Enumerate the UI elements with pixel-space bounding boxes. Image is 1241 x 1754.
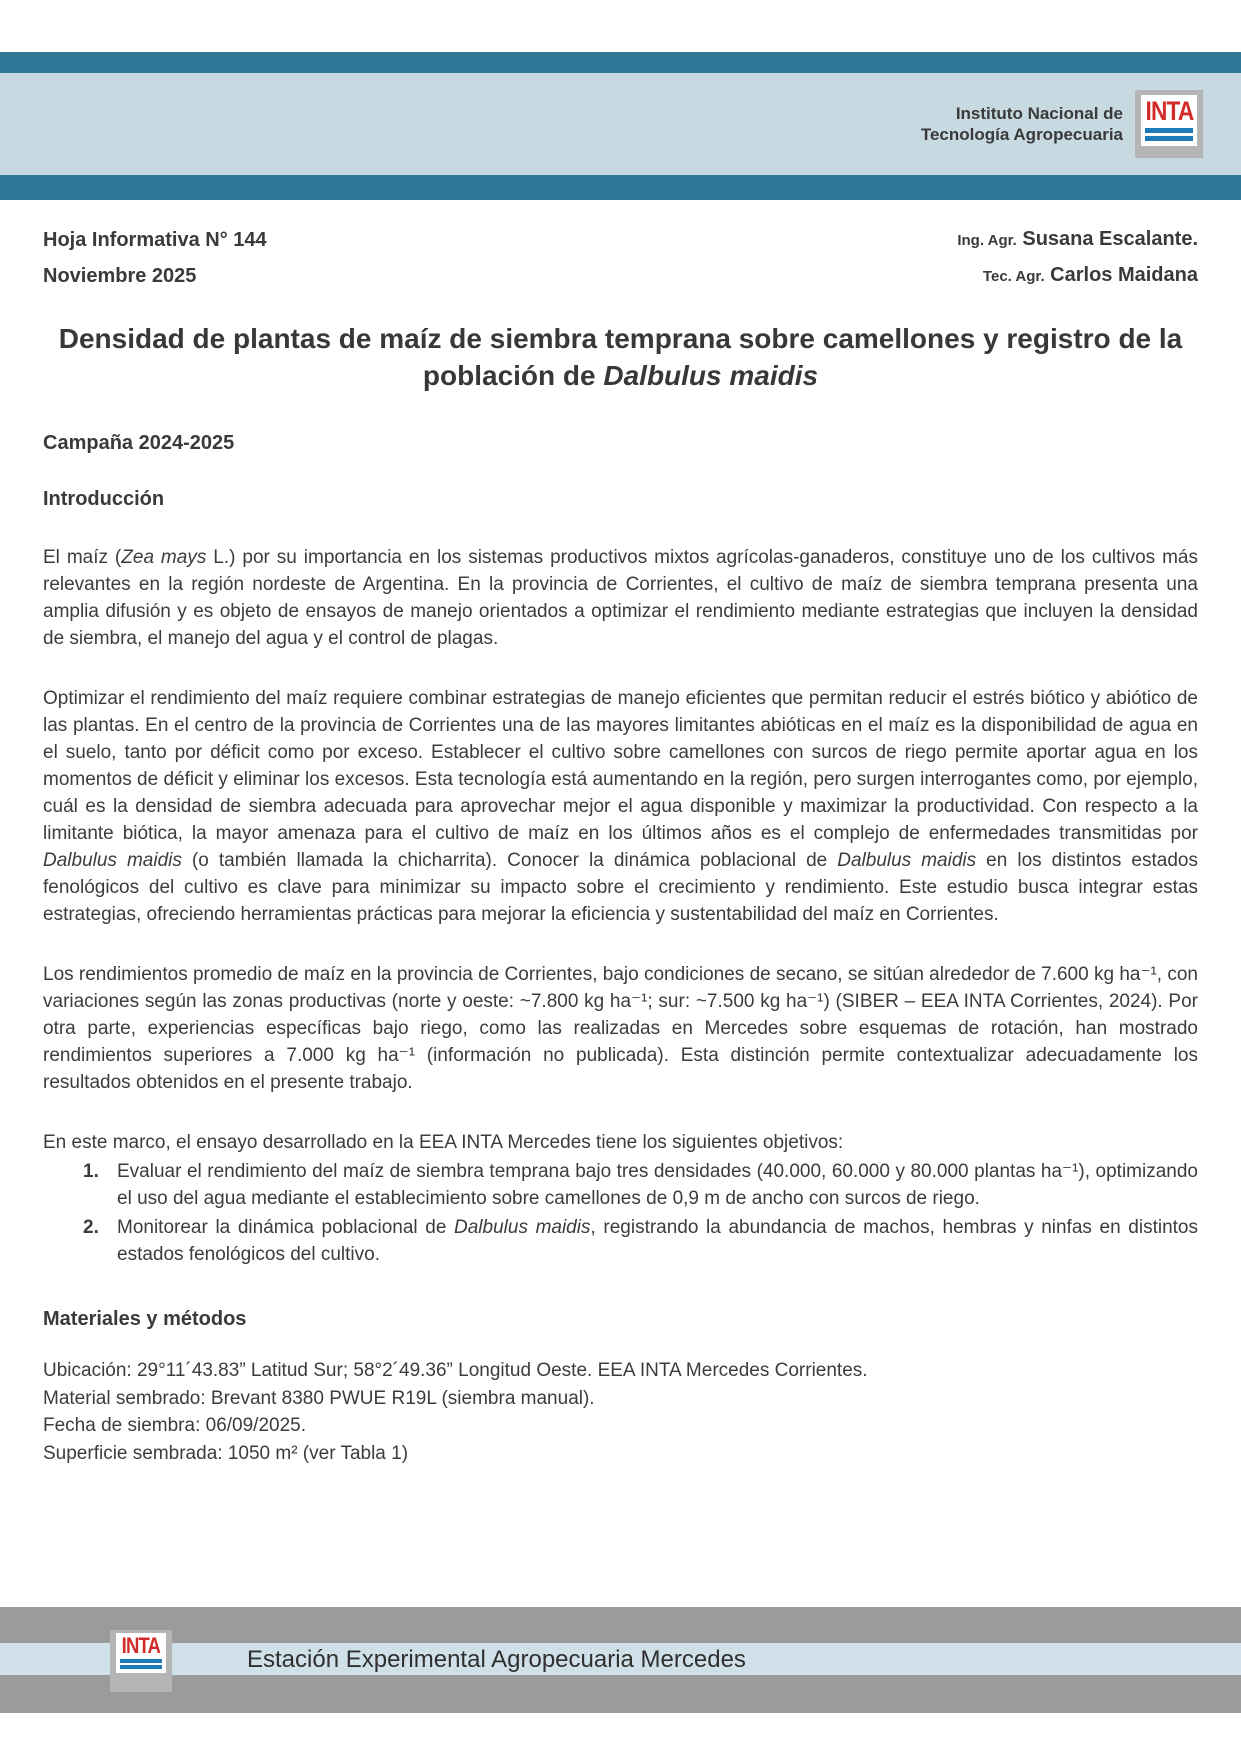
- paragraph-3: Los rendimientos promedio de maíz en la provincia de Corrientes, bajo condiciones de secano, se sitúan alrededor de 7.600 kg ha⁻¹, con variaciones según las zonas productivas (norte y oeste: ~7.800 kg ha⁻¹; sur: ~7.500 kg ha⁻¹) (SIBER – EEA INTA Corrientes, 2024). Por otra parte, experiencias específicas bajo riego, como las realizadas en Mercedes sobre esquemas de rotación, han mostrado rendimientos superiores a 7.000 kg ha⁻¹ (información no publicada). Esta distinción permite contextualizar adecuadamente los resultados obtenidos en el presente trabajo.: [43, 964, 1198, 1093]
- org-name-line1: Instituto Nacional de: [955, 104, 1123, 123]
- objective-text: Evaluar el rendimiento del maíz de siembra temprana bajo tres densidades (40.000, 60.000 y 80.000 plantas ha⁻¹), optimizando el uso del agua mediante el establecimiento sobre camellones de 0,9 m de ancho con surcos de riego.: [117, 1161, 1198, 1209]
- objective-number: 2.: [83, 1217, 99, 1238]
- objectives-intro: En este marco, el ensayo desarrollado en la EEA INTA Mercedes tiene los siguientes objetivos:: [43, 1132, 844, 1153]
- author-prefix: Ing. Agr.: [957, 232, 1017, 249]
- methods-block: [43, 1357, 1198, 1467]
- author-name: Susana Escalante.: [1016, 228, 1198, 250]
- page-title: Densidad de plantas de maíz de siembra temprana sobre camellones y registro de la población de Dalbulus maidis: [58, 323, 1183, 391]
- document-body: [0, 432, 1241, 1467]
- author-name: Carlos Maidana: [1044, 264, 1198, 286]
- paragraph-1: El maíz (Zea mays L.) por su importancia en los sistemas productivos mixtos agrícolas-ganaderos, constituye uno de los cultivos más relevantes en la región nordeste de Argentina. En la provincia de Corrientes, el cultivo de maíz de siembra temprana presenta una amplia difusión y es objeto de ensayos de manejo orientados a optimizar el rendimiento mediante estrategias que incluyen la densidad de siembra, el manejo del agua y el control de plagas.: [43, 547, 1199, 649]
- footer-inta-logo-inner: [116, 1633, 166, 1673]
- header-top-bar: [0, 52, 1241, 73]
- objective-text: Monitorear la dinámica poblacional de Dalbulus maidis, registrando la abundancia de machos, hembras y ninfas en distintos estados fenológicos del cultivo.: [117, 1217, 1198, 1265]
- inta-logo-inner: [1141, 95, 1197, 146]
- inta-logo: [1135, 90, 1203, 158]
- station-name: Estación Experimental Agropecuaria Mercedes: [247, 1646, 746, 1673]
- introduction-heading: Introducción: [43, 488, 165, 510]
- inta-flag-stripe: [120, 1659, 162, 1663]
- paragraph-2: Optimizar el rendimiento del maíz requiere combinar estrategias de manejo eficientes que permitan reducir el estrés biótico y abiótico de las plantas. En el centro de la provincia de Corrientes una de las mayores limitantes abióticas en el maíz es la disponibilidad de agua en el suelo, tanto por déficit como por exceso. Establecer el cultivo sobre camellones con surcos de riego permite aportar agua en los momentos de déficit y eliminar los excesos. Esta tecnología está aumentando en la región, pero surgen interrogantes como, por ejemplo, cuál es la densidad de siembra adecuada para aprovechar mejor el agua disponible y maximizar la productividad. Con respecto a la limitante biótica, la mayor amenaza para el cultivo de maíz en los últimos años es el complejo de enfermedades transmitidas por Dalbulus maidis (o también llamada la chicharrita). Conocer la dinámica poblacional de Dalbulus maidis en los distintos estados fenológicos del cultivo es clave para minimizar su impacto sobre el crecimiento y rendimiento. Este estudio busca integrar estas estrategias, ofreciendo herramientas prácticas para mejorar la eficiencia y sustentabilidad del maíz en Corrientes.: [43, 688, 1198, 925]
- methods-material: Material sembrado: Brevant 8380 PWUE R19L (siembra manual).: [43, 1387, 595, 1409]
- objective-number: 1.: [83, 1161, 99, 1182]
- season-heading: Campaña 2024-2025: [43, 432, 235, 454]
- bulletin-number: Hoja Informativa N° 144: [43, 229, 267, 251]
- objective-item: [43, 1158, 1198, 1212]
- inta-flag-stripe: [1145, 128, 1193, 133]
- authors: [957, 222, 1198, 294]
- methods-date: Fecha de siembra: 06/09/2025.: [43, 1415, 307, 1436]
- methods-area: Superficie sembrada: 1050 m² (ver Tabla 1): [43, 1442, 409, 1464]
- author-line: [957, 222, 1198, 258]
- methods-heading: Materiales y métodos: [43, 1308, 247, 1330]
- org-name: [921, 103, 1123, 145]
- objective-item: [43, 1214, 1198, 1268]
- inta-wordmark: INTA: [1145, 96, 1193, 126]
- header-band: [0, 73, 1241, 175]
- org-name-line2: Tecnología Agropecuaria: [920, 125, 1123, 144]
- bulletin-date: Noviembre 2025: [43, 265, 197, 287]
- inta-flag-stripe: [120, 1665, 162, 1669]
- meta-row: [0, 222, 1241, 294]
- methods-location: Ubicación: 29°11´43.83” Latitud Sur; 58°2´49.36” Longitud Oeste. EEA INTA Mercedes Corrientes.: [43, 1360, 868, 1381]
- footer-inta-logo: [110, 1630, 172, 1692]
- header-bottom-bar: [0, 175, 1241, 200]
- author-prefix: Tec. Agr.: [982, 268, 1045, 285]
- footer-bar: [0, 1607, 1241, 1713]
- inta-wordmark: INTA: [121, 1633, 161, 1658]
- bulletin-info: [43, 222, 267, 294]
- inta-flag-stripe: [1145, 136, 1193, 141]
- author-line: [957, 258, 1198, 294]
- objectives-list: [43, 1158, 1198, 1268]
